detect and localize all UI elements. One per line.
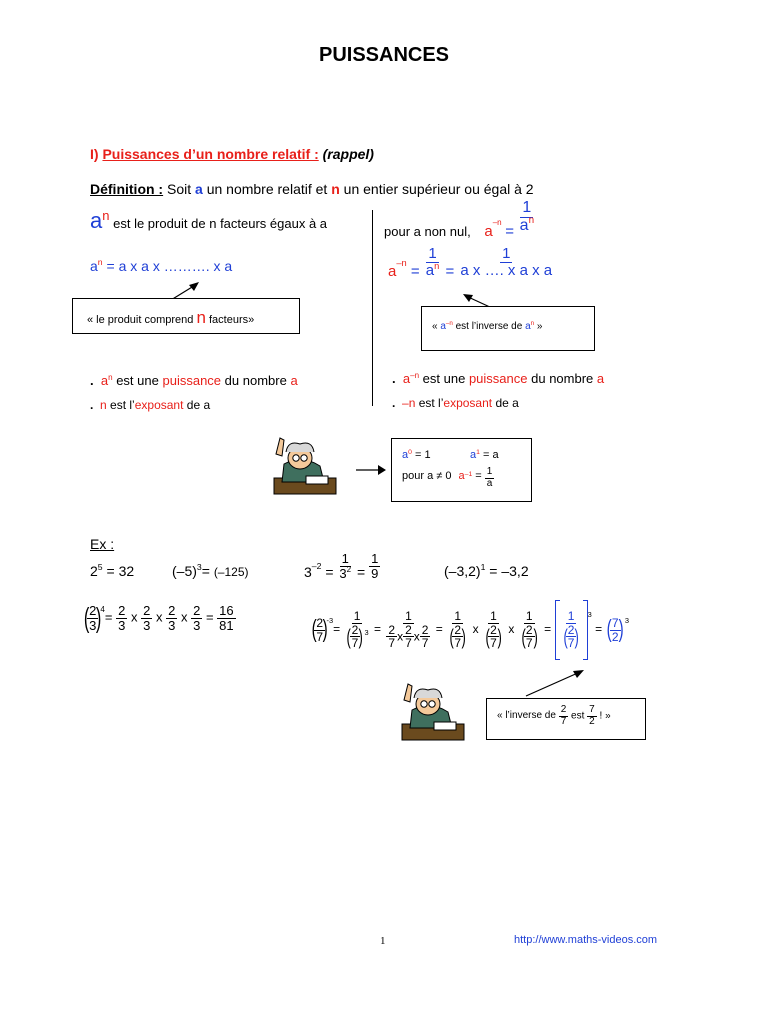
professor-illustration [266, 434, 342, 500]
f1-factor-3-num: 2 [168, 603, 176, 618]
e2-eq: = [201, 563, 210, 579]
bullet-post: de a [186, 398, 211, 412]
e2-exp: 3 [196, 562, 202, 573]
negexp-eq1: = [410, 263, 420, 281]
f2-bracketed-inner-den: 7 [567, 636, 575, 651]
power-product-text: est le produit de n facteurs égaux à a [113, 216, 328, 231]
callout-example-pre: « l’inverse de [497, 709, 556, 721]
bullet-n: n [100, 398, 107, 412]
e4-base: (–3,2) [444, 563, 481, 579]
e3-frac2 [369, 552, 380, 580]
definition-label: Définition : [90, 181, 164, 197]
f2-step2-f3-den: 7 [421, 636, 429, 651]
example-2 [172, 563, 249, 579]
f2-final-num: 7 [611, 615, 619, 630]
f1-factor-1 [116, 604, 127, 632]
callout-example-mid: est [571, 710, 585, 722]
callout-product-n: n [196, 308, 206, 327]
left-bullet-1 [90, 373, 298, 388]
f2-step3a-inner-den: 7 [454, 636, 462, 651]
f1-factor-1-den: 3 [118, 617, 126, 633]
example-4 [444, 563, 529, 579]
definition-n: n [331, 181, 340, 197]
f2-step3-b: 1 ( $\frac{2}{7}$ ) [485, 609, 502, 651]
rule-one-base: a [470, 449, 477, 461]
bullet-end: a [290, 373, 298, 388]
section-heading [90, 146, 374, 162]
e3-frac2-den: 9 [371, 565, 379, 581]
times-sign: x [397, 628, 404, 643]
e3-frac2-num: 1 [371, 551, 379, 566]
rule-inverse-base: a [458, 469, 465, 482]
times-sign: x [472, 622, 479, 637]
f2-step1-inner-den: 7 [351, 636, 359, 651]
bullet-keyword: exposant [443, 396, 493, 410]
f1-result [217, 604, 235, 632]
f2-step2-f3-num: 2 [421, 622, 429, 637]
fraction-example-2 [310, 600, 629, 660]
bullet-keyword: exposant [134, 398, 184, 412]
neg-frac-num: 1 [522, 199, 532, 216]
f1-base-num: 2 [89, 603, 97, 618]
callout-inverse-a2: a [525, 321, 531, 332]
arrow-icon [520, 664, 590, 700]
f2-step3a-num: 1 [454, 609, 462, 624]
neg-eq: = [505, 222, 515, 240]
section-number: I) [90, 146, 99, 162]
f2-step2-num: 1 [405, 609, 412, 624]
neg-intro-text: pour a non nul, [384, 223, 471, 239]
rules-box [391, 438, 532, 502]
bullet-base: a [402, 371, 411, 386]
arrow-icon [354, 463, 388, 477]
f1-result-den: 81 [219, 617, 234, 633]
professor-illustration [394, 680, 470, 746]
neg-frac-den-exp: n [528, 215, 535, 227]
bullet-post: de a [495, 396, 519, 410]
callout-example-num1: 2 [560, 704, 567, 715]
rule-inverse [402, 467, 494, 489]
footer-link[interactable]: http://www.maths-videos.com [514, 934, 658, 946]
rule-inverse-num: 1 [486, 466, 493, 477]
f1-exp: 4 [100, 604, 105, 614]
expansion-rest: = a x a x ………. x a [106, 258, 233, 274]
callout-product-post: facteurs» [209, 314, 255, 326]
examples-label: Ex : [90, 536, 115, 552]
neg-base: a [484, 222, 493, 240]
right-bullet-2 [392, 396, 519, 410]
f2-step3b-inner-num: 2 [490, 622, 497, 637]
f2-step2-f2-den: 7 [405, 636, 412, 651]
bullet-mid: est l’ [418, 396, 444, 410]
f2-step1-num: 1 [353, 609, 361, 624]
bullet-post: du nombre [531, 371, 594, 386]
example-3 [304, 552, 380, 580]
f2-step2-f2-num: 2 [405, 622, 412, 637]
f2-step1: 1 ( $\frac{2}{7}$ )$^3$ [346, 609, 369, 651]
power-expansion [90, 258, 232, 274]
expansion-exp: n [97, 257, 103, 268]
right-bullet-1 [392, 371, 604, 386]
rule-one [470, 449, 499, 461]
bullet-n: –n [402, 396, 416, 410]
times-sign: x [508, 622, 515, 637]
right-paren: ) [322, 615, 328, 644]
f2-base-num: 2 [316, 615, 324, 630]
f1-factor-4-num: 2 [193, 603, 201, 618]
callout-example-num2: 7 [589, 704, 595, 715]
negexp-base: a [388, 263, 397, 281]
rule-inverse-condition: pour a ≠ 0 [402, 469, 452, 482]
f1-result-num: 16 [219, 603, 234, 618]
right-paren: ) [96, 602, 102, 634]
callout-inverse [421, 306, 595, 351]
f2-step2 [384, 610, 432, 650]
e3-frac1-den-exp: 2 [346, 565, 352, 575]
f2-step3-c: 1 ( $\frac{2}{7}$ ) [521, 609, 538, 651]
negexp-frac1-den: a [425, 261, 435, 279]
bullet-base: a [100, 373, 109, 388]
e4-exp: 1 [480, 562, 486, 573]
bullet-dot: . [392, 371, 396, 386]
e1-rhs: = 32 [106, 563, 135, 579]
f2-eq4: = [544, 622, 552, 637]
bullet-keyword: puissance [162, 373, 222, 388]
callout-example-frac1 [559, 705, 569, 727]
neg-fraction [518, 200, 536, 235]
rule-inverse-fraction [485, 467, 495, 489]
callout-inverse-mid: est l’inverse de [455, 321, 523, 332]
times-sign: x [155, 609, 163, 625]
callout-inverse-pre: « [432, 321, 438, 332]
f2-base-den: 7 [316, 629, 324, 644]
f2-step3c-inner-num: 2 [525, 622, 533, 637]
column-divider [372, 210, 373, 406]
f2-step3b-inner-den: 7 [490, 636, 497, 651]
definition-text-3: un entier supérieur ou égal à 2 [343, 181, 534, 197]
f2-step3c-inner-den: 7 [525, 636, 533, 651]
f2-final-exp: 3 [624, 615, 630, 625]
negexp-frac1-num: 1 [428, 245, 437, 262]
f2-bracketed-inner-num: 2 [567, 622, 575, 637]
e3-frac1-num: 1 [341, 551, 349, 566]
bullet-exp: n [108, 372, 113, 382]
f1-factor-1-num: 2 [118, 603, 126, 618]
negexp-frac1 [424, 246, 442, 279]
rule-zero-value: = 1 [414, 449, 431, 461]
callout-inverse-post: » [536, 321, 543, 332]
negexp-frac2-den: a x …. x a x a [460, 261, 553, 279]
section-note: (rappel) [322, 146, 374, 162]
negexp-frac2 [458, 246, 554, 279]
bullet-post: du nombre [224, 373, 287, 388]
callout-example-den1: 7 [560, 715, 567, 727]
definition-a: a [195, 181, 203, 197]
f2-eq3: = [435, 622, 443, 637]
e1-exp: 5 [97, 562, 103, 573]
e2-rhs: (–125) [213, 565, 249, 579]
callout-inverse-exp2: n [530, 319, 535, 327]
rule-zero-exp: 0 [408, 448, 412, 456]
page-title: PUISSANCES [318, 44, 450, 66]
left-bullet-2 [90, 398, 210, 412]
f1-factor-3 [166, 604, 177, 632]
f2-bracket-exp: 3 [587, 609, 592, 619]
times-sign: x [180, 609, 188, 625]
f1-eq2: = [205, 609, 214, 625]
callout-inverse-example [486, 698, 646, 740]
rule-inverse-exp: –1 [464, 471, 473, 479]
negative-power-expansion [388, 246, 554, 279]
f1-factor-2-den: 3 [143, 617, 151, 633]
e3-exp: –2 [311, 560, 322, 571]
f1-factor-2-num: 2 [143, 603, 151, 618]
f2-step1-inner-exp: 3 [364, 628, 369, 638]
e2-base: (–5) [172, 563, 197, 579]
f1-factor-3-den: 3 [168, 617, 176, 633]
f2-eq5: = [595, 622, 603, 637]
f1-factor-4-den: 3 [193, 617, 201, 633]
bullet-exp: –n [410, 370, 420, 380]
e3-frac1 [337, 552, 353, 580]
bullet-keyword: puissance [468, 371, 528, 386]
f2-bracketed-num: 1 [567, 609, 575, 624]
section-title: Puissances d’un nombre relatif : [102, 146, 319, 162]
e4-rhs: = –3,2 [489, 563, 529, 579]
f2-exp: -3 [326, 615, 334, 625]
negexp-frac2-num: 1 [502, 245, 511, 262]
rule-inverse-eq: = [475, 469, 482, 482]
neg-exp: –n [492, 217, 502, 227]
rule-zero-base: a [402, 449, 409, 461]
right-bracket [583, 600, 588, 660]
left-paren: ( [607, 615, 613, 644]
left-paren: ( [83, 602, 90, 634]
bullet-dot: . [90, 373, 94, 388]
negative-power-intro [384, 199, 536, 240]
times-sign: x [413, 628, 420, 643]
power-definition [90, 208, 327, 234]
callout-inverse-exp1: –n [445, 319, 453, 327]
f2-step2-f1-den: 7 [388, 636, 396, 651]
f2-step1-inner-num: 2 [351, 622, 359, 637]
bullet-dot: . [90, 398, 94, 412]
bullet-dot: . [392, 396, 396, 410]
f2-eq2: = [374, 622, 382, 637]
rule-zero [402, 449, 431, 461]
negexp-frac1-exp: n [434, 260, 440, 271]
bullet-end: a [596, 371, 605, 386]
page-number: 1 [380, 935, 386, 947]
callout-product-pre: « le produit comprend [87, 314, 194, 326]
times-sign: x [130, 609, 138, 625]
definition-text-1: Soit [167, 181, 192, 197]
callout-example-post: ! » [599, 710, 611, 722]
e3-eq: = [325, 563, 334, 580]
definition-line [90, 181, 534, 197]
callout-example-den2: 2 [589, 715, 595, 727]
f2-step3c-num: 1 [525, 609, 533, 624]
bullet-mid: est une [422, 371, 466, 386]
neg-frac-den-base: a [519, 216, 529, 234]
rule-one-value: = a [482, 449, 499, 461]
f2-step3b-num: 1 [490, 609, 497, 624]
e3-base: 3 [304, 563, 312, 580]
power-base: a [90, 208, 103, 233]
left-paren: ( [311, 615, 317, 644]
e3-eq2: = [357, 563, 366, 580]
e1-base: 2 [90, 563, 98, 579]
f2-final-den: 2 [611, 629, 619, 644]
f2-step3a-inner-num: 2 [454, 622, 462, 637]
f1-eq: = [104, 609, 113, 625]
f2-step2-f1-num: 2 [388, 622, 396, 637]
bullet-mid: est une [116, 373, 159, 388]
callout-product [72, 298, 300, 334]
callout-inverse-a1: a [440, 321, 446, 332]
negexp-eq2: = [445, 263, 455, 281]
negexp-exp: –n [396, 258, 407, 269]
power-exp: n [102, 207, 110, 223]
f2-eq1: = [333, 622, 341, 637]
fraction-example-1 [82, 604, 236, 632]
example-1 [90, 563, 134, 579]
right-paren: ) [618, 615, 624, 644]
f1-base-den: 3 [89, 617, 97, 633]
rule-one-exp: 1 [476, 448, 480, 456]
expansion-base: a [90, 258, 98, 274]
f1-factor-4 [191, 604, 202, 632]
f2-step3-a: 1 ( $\frac{2}{7}$ ) [449, 609, 466, 651]
f1-factor-2 [141, 604, 152, 632]
e3-frac1-den-base: 3 [339, 565, 347, 581]
callout-example-frac2 [587, 705, 597, 727]
bullet-mid: est l’ [110, 398, 135, 412]
rule-inverse-den: a [486, 477, 493, 489]
definition-text-2: un nombre relatif et [206, 181, 328, 197]
f2-bracketed: 1 ( $\frac{2}{7}$ ) [562, 609, 580, 651]
